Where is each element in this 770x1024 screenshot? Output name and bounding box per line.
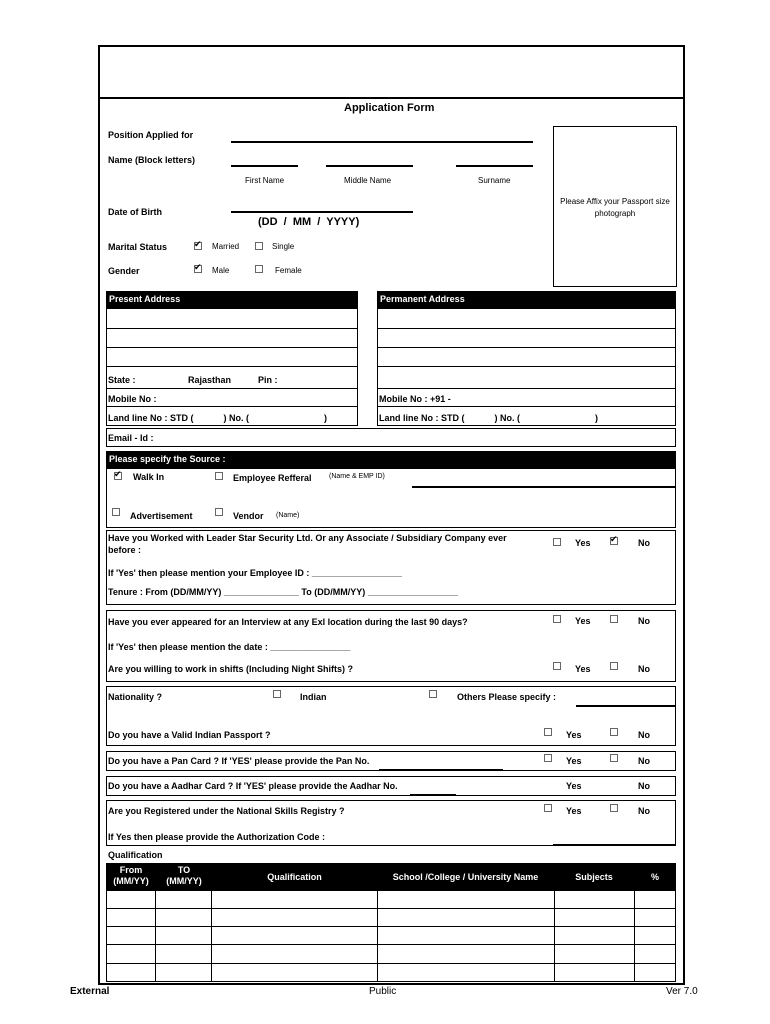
vendor-checkbox[interactable] — [215, 508, 223, 516]
walk-in-checkbox[interactable] — [114, 472, 122, 480]
name-emp-caption: (Name & EMP ID) — [329, 473, 385, 480]
pan-no-label: No — [638, 756, 650, 766]
present-row-line — [106, 388, 358, 389]
permanent-row-line — [377, 347, 676, 348]
passport-question: Do you have a Valid Indian Passport ? — [108, 730, 271, 740]
present-address-header: Present Address — [106, 291, 358, 308]
auth-code-prompt: If Yes then please provide the Authorization Code : — [108, 832, 326, 842]
prior-work-no-label: No — [638, 538, 650, 548]
employee-referral-label: Employee Refferal — [233, 473, 312, 483]
col-school: School /College / University Name — [392, 872, 539, 882]
state-value: Rajasthan — [188, 375, 232, 385]
col-to-label: TO — [177, 865, 191, 875]
gender-label: Gender — [108, 266, 140, 276]
shifts-yes-label: Yes — [575, 664, 591, 674]
pan-no-checkbox[interactable] — [610, 754, 618, 762]
shifts-no-label: No — [638, 664, 650, 674]
footer-version: Ver 7.0 — [666, 986, 698, 997]
passport-yes-checkbox[interactable] — [544, 728, 552, 736]
interview-yes-label: Yes — [575, 616, 591, 626]
passport-no-label: No — [638, 730, 650, 740]
email-label: Email - Id : — [108, 433, 154, 443]
female-checkbox[interactable] — [255, 265, 263, 273]
others-label: Others Please specify : — [457, 692, 557, 702]
state-label: State : — [108, 375, 136, 385]
indian-label: Indian — [300, 692, 327, 702]
single-label: Single — [272, 242, 295, 251]
col-percent: % — [650, 872, 659, 882]
others-specify-field[interactable] — [576, 705, 675, 707]
passport-yes-label: Yes — [566, 730, 582, 740]
table-row — [106, 963, 676, 964]
qualification-table — [106, 890, 676, 982]
nsr-no-label: No — [638, 806, 650, 816]
nsr-no-checkbox[interactable] — [610, 804, 618, 812]
single-checkbox[interactable] — [255, 242, 263, 250]
prior-work-question: Have you Worked with Leader Star Security Ltd. Or any Associate / Subsidiary Company ever — [108, 533, 507, 543]
table-row — [106, 944, 676, 945]
footer-public: Public — [369, 986, 397, 997]
shifts-yes-checkbox[interactable] — [553, 662, 561, 670]
first-name-field[interactable] — [231, 165, 298, 167]
landline-present: Land line No : STD ( ) No. ( ) — [108, 413, 328, 423]
indian-checkbox[interactable] — [273, 690, 281, 698]
advertisement-label: Advertisement — [130, 511, 193, 521]
advertisement-checkbox[interactable] — [112, 508, 120, 516]
marital-label: Marital Status — [108, 242, 168, 252]
table-col-line — [554, 890, 555, 982]
prior-work-question-cont: before : — [108, 545, 142, 555]
passport-no-checkbox[interactable] — [610, 728, 618, 736]
footer-external: External — [70, 986, 110, 997]
interview-no-checkbox[interactable] — [610, 615, 618, 623]
col-from-sub: (MM/YY) — [113, 876, 149, 886]
present-row-line — [106, 328, 358, 329]
aadhar-no-label: No — [638, 781, 650, 791]
male-checkbox[interactable] — [194, 265, 202, 273]
auth-code-field[interactable] — [553, 844, 675, 846]
employee-referral-checkbox[interactable] — [215, 472, 223, 480]
married-label: Married — [212, 242, 240, 251]
others-checkbox[interactable] — [429, 690, 437, 698]
present-row-line — [106, 347, 358, 348]
tenure-prompt[interactable]: Tenure : From (DD/MM/YY) _______________ To (DD/MM/YY) __________________ — [108, 587, 458, 597]
prior-work-no-checkbox[interactable] — [610, 537, 618, 545]
male-label: Male — [212, 266, 230, 275]
mobile-present: Mobile No : — [108, 394, 157, 404]
permanent-row-line — [377, 328, 676, 329]
permanent-row-line — [377, 366, 676, 367]
vendor-name-caption: (Name) — [276, 512, 300, 519]
pan-yes-checkbox[interactable] — [544, 754, 552, 762]
nsr-question: Are you Registered under the National Skills Registry ? — [108, 806, 345, 816]
col-to — [156, 865, 212, 887]
surname-field[interactable] — [456, 165, 533, 167]
dob-field[interactable] — [231, 211, 413, 213]
table-col-line — [211, 890, 212, 982]
email-box[interactable] — [106, 428, 676, 447]
permanent-row-line — [377, 388, 676, 389]
col-from — [106, 865, 156, 887]
dob-format: (DD / MM / YYYY) — [258, 216, 360, 228]
header-divider — [98, 97, 685, 99]
shifts-question: Are you willing to work in shifts (Including Night Shifts) ? — [108, 664, 353, 674]
position-field[interactable] — [231, 141, 533, 143]
nsr-yes-label: Yes — [566, 806, 582, 816]
present-row-line — [106, 406, 358, 407]
permanent-address-header: Permanent Address — [377, 291, 676, 308]
pan-field[interactable] — [379, 769, 503, 771]
first-name-caption: First Name — [245, 176, 285, 185]
middle-name-field[interactable] — [326, 165, 413, 167]
qualification-label: Qualification — [108, 850, 163, 860]
pan-question: Do you have a Pan Card ? If 'YES' please provide the Pan No. — [108, 756, 370, 766]
aadhar-yes-label: Yes — [566, 781, 582, 791]
aadhar-field[interactable] — [410, 794, 456, 796]
walk-in-label: Walk In — [133, 472, 165, 482]
col-to-sub: (MM/YY) — [166, 876, 202, 886]
col-from-label: From — [119, 865, 143, 875]
present-address-box — [106, 308, 358, 426]
name-label: Name (Block letters) — [108, 155, 196, 165]
dob-label: Date of Birth — [108, 207, 162, 217]
landline-permanent: Land line No : STD ( ) No. ( ) — [379, 413, 599, 423]
shifts-no-checkbox[interactable] — [610, 662, 618, 670]
table-row — [106, 908, 676, 909]
pan-yes-label: Yes — [566, 756, 582, 766]
present-row-line — [106, 366, 358, 367]
nationality-label: Nationality ? — [108, 692, 163, 702]
female-label: Female — [275, 266, 302, 275]
page-title: Application Form — [344, 102, 435, 114]
nsr-yes-checkbox[interactable] — [544, 804, 552, 812]
col-subjects: Subjects — [575, 872, 613, 882]
permanent-row-line — [377, 406, 676, 407]
position-label: Position Applied for — [108, 130, 194, 140]
interview-yes-checkbox[interactable] — [553, 615, 561, 623]
table-col-line — [155, 890, 156, 982]
mobile-permanent: Mobile No : +91 - — [379, 394, 451, 404]
pin-label: Pin : — [258, 375, 278, 385]
aadhar-question: Do you have a Aadhar Card ? If 'YES' please provide the Aadhar No. — [108, 781, 398, 791]
prior-work-yes-checkbox[interactable] — [553, 538, 561, 546]
table-col-line — [634, 890, 635, 982]
col-qualification: Qualification — [267, 872, 322, 882]
table-col-line — [377, 890, 378, 982]
vendor-label: Vendor — [233, 511, 264, 521]
table-row — [106, 926, 676, 927]
prior-work-yes-label: Yes — [575, 538, 591, 548]
permanent-address-box — [377, 308, 676, 426]
interview-question: Have you ever appeared for an Interview at any Exl location during the last 90 days? — [108, 617, 468, 627]
surname-caption: Surname — [478, 176, 511, 185]
source-header: Please specify the Source : — [106, 451, 676, 468]
interview-no-label: No — [638, 616, 650, 626]
photo-instruction: Please Affix your Passport size photograph — [560, 197, 670, 218]
employee-id-prompt[interactable]: If 'Yes' then please mention your Employee ID : __________________ — [108, 568, 402, 578]
middle-name-caption: Middle Name — [344, 176, 392, 185]
married-checkbox[interactable] — [194, 242, 202, 250]
interview-date-prompt[interactable]: If 'Yes' then please mention the date : ________________ — [108, 642, 351, 652]
referral-field[interactable] — [412, 486, 675, 488]
